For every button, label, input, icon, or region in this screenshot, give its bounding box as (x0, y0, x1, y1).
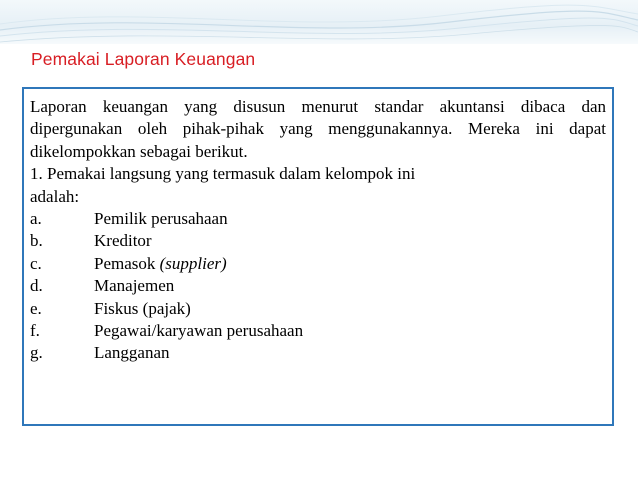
list-letter: b. (30, 231, 43, 251)
list-label: Pemilik perusahaan (94, 209, 228, 229)
point-1-line-2: adalah: (30, 186, 80, 206)
list-label: Pegawai/karyawan perusahaan (94, 321, 304, 341)
list-item-f (30, 320, 606, 342)
content-box (22, 87, 614, 426)
list-item-e (30, 298, 606, 320)
list-label-group (94, 253, 227, 275)
decorative-header-band (0, 0, 638, 44)
list-label-italic: (supplier) (159, 253, 227, 273)
list-letter: c. (30, 253, 42, 273)
list-item-g (30, 342, 606, 364)
list-item-b (30, 230, 606, 252)
list-letter: e. (30, 298, 42, 318)
list-letter: g. (30, 343, 43, 363)
slide-title: Pemakai Laporan Keuangan (31, 49, 256, 69)
list-letter: d. (30, 276, 43, 296)
list-label: Fiskus (pajak) (94, 298, 191, 318)
wave-decoration (0, 0, 638, 44)
list-label: Manajemen (94, 276, 175, 296)
list-letter: f. (30, 321, 40, 341)
intro-paragraph: Laporan keuangan yang disusun menurut standar akuntansi dibaca dan dipergunakan oleh pihak-pihak yang menggunakannya. Mereka ini dapat dikelompokkan sebagai berikut. (30, 97, 606, 161)
list-letter: a. (30, 209, 42, 229)
list-item-a (30, 208, 606, 230)
list-label: Langganan (94, 343, 170, 363)
list-item-c (30, 253, 606, 275)
list-label: Pemasok (94, 253, 156, 273)
point-1-line-1: 1. Pemakai langsung yang termasuk dalam kelompok ini (30, 164, 416, 184)
list-item-d (30, 275, 606, 297)
list-label: Kreditor (94, 231, 152, 251)
